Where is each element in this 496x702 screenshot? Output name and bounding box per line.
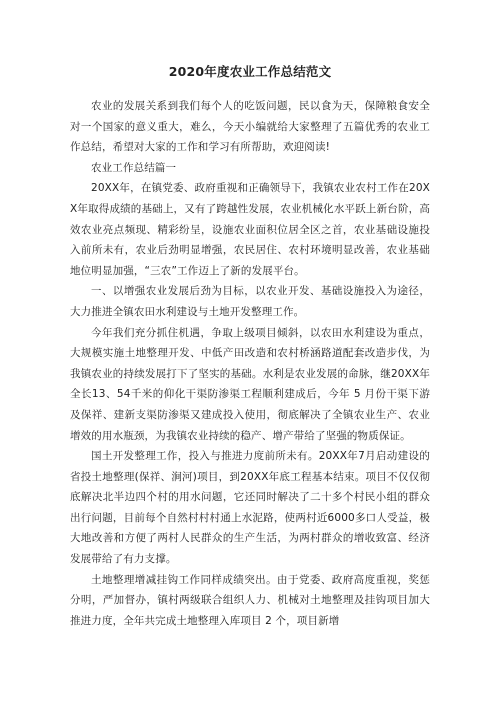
document-title: 2020年度农业工作总结范文: [168, 64, 332, 79]
section-heading: 农业工作总结篇一: [91, 161, 177, 174]
paragraph-intro: 农业的发展关系到我们每个人的吃饭问题，民以食为天，保障粮食安全对一个国家的意义重大，难么，今天小编就给大家整理了五篇优秀的农业工作总结，希望对大家的工作和学习有所帮助，欢迎阅读!: [70, 100, 430, 154]
paragraph-land-consolidation: 土地整理增减挂钩工作同样成绩突出。由于党委、政府高度重视，奖惩分明，严加督办，镇村两级联合组织人力、机械对土地整理及挂钩项目加大推进力度，全年共完成土地整理入库项目 2 个，项目新增: [70, 573, 430, 627]
paragraph-overview: 20XX年，在镇党委、政府重视和正确领导下，我镇农业农村工作在20XX年取得成绩的基础上，又有了跨越性发展，农业机械化水平跃上新台阶，高效农业亮点频现、精彩纷呈，设施农业面积位居全区之首，农业基础设施投入前所未有，农业后劲明显增强，农民居住、农村环境明显改善，农业基础地位明显加强，“三农”工作迈上了新的发展平台。: [70, 182, 430, 277]
paragraph-land-development: 国土开发整理工作，投入与推进力度前所未有。20XX年7月启动建设的省投土地整理(保祥、涧河)项目，到20XX年底工程基本结束。项目不仅仅彻底解决北半边四个村的用水问题，它还同时解决了二十多个村民小组的群众出行问题，目前每个自然村村村通上水泥路，使两村近6000多口人受益，极大地改善和方便了两村人民群众的生产生活，为两村群众的增收致富、经济发展带给了有力支撑。: [70, 450, 430, 566]
paragraph-water-conservancy: 今年我们充分抓住机遇，争取上级项目倾斜，以农田水利建设为重点，大规模实施土地整理开发、中低产田改造和农村桥涵路道配套改造步伐，为我镇农业的持续发展打下了坚实的基础。水利是农业发展的命脉，继20XX年全长13、54千米的仰化干渠防渗渠工程顺利建成后，今年 5 月份干渠下游及保祥、建新支渠防渗渠又建成投入使用，彻底解决了全镇农业生产、农业增效的用水瓶颈，为我镇农业持续的稳产、增产带给了坚强的物质保证。: [70, 326, 430, 442]
paragraph-point-one: 一、以增强农业发展后劲为目标，以农业开发、基础设施投入为途径，大力推进全镇农田水利建设与土地开发整理工作。: [70, 285, 430, 318]
